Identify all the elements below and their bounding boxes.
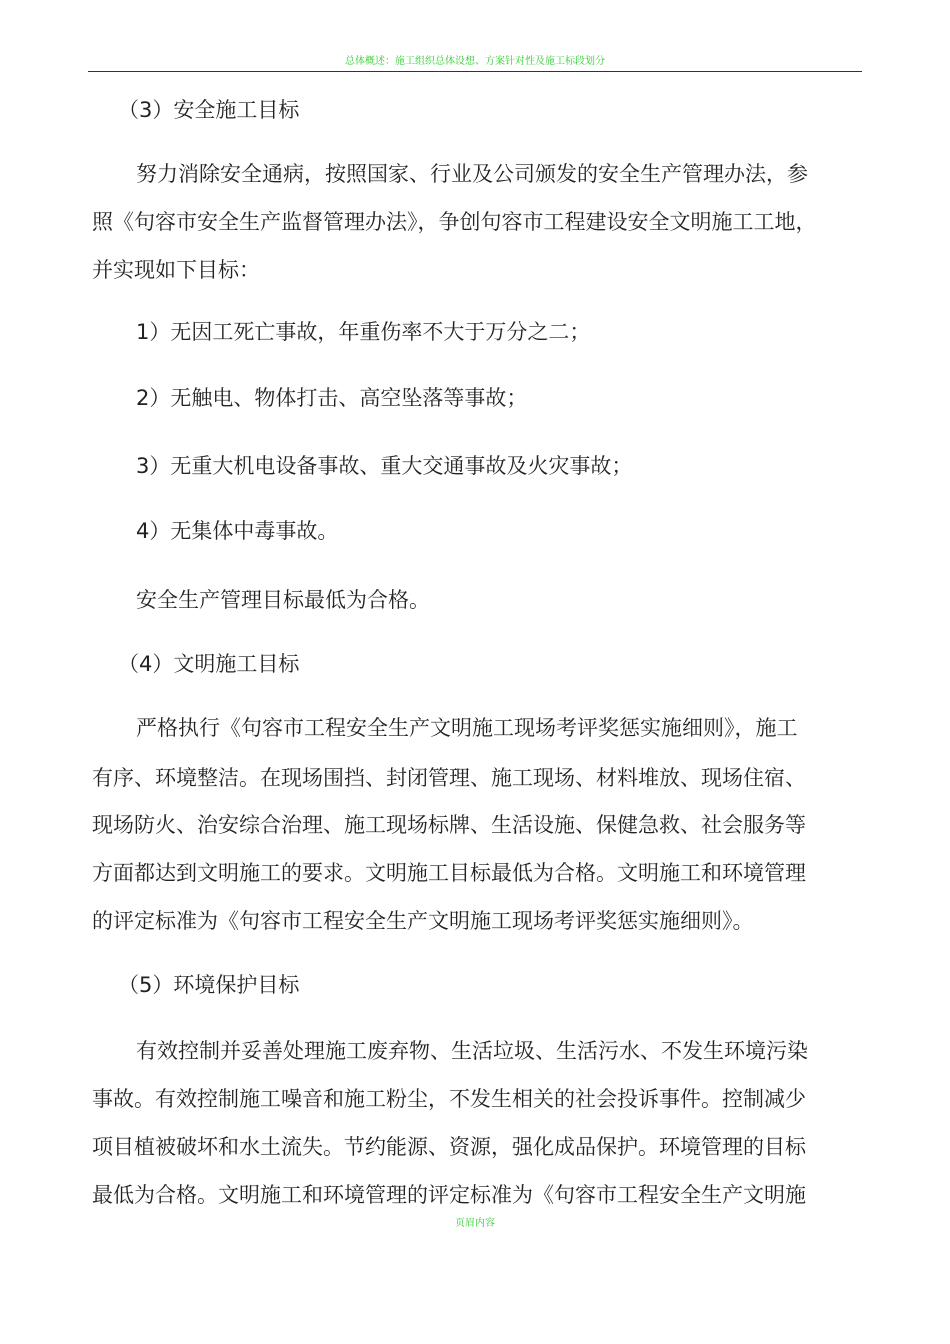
paragraph-line: 方面都达到文明施工的要求。文明施工目标最低为合格。文明施工和环境管理 [92, 861, 806, 885]
header-rule [88, 71, 862, 72]
heading-environmental-protection-goal: （5）环境保护目标 [118, 973, 300, 997]
paragraph-line: 安全生产管理目标最低为合格。 [136, 588, 430, 612]
paragraph-line: 努力消除安全通病，按照国家、行业及公司颁发的安全生产管理办法，参 [136, 162, 808, 186]
list-item: 2）无触电、物体打击、高空坠落等事故； [136, 386, 528, 410]
paragraph-line: 的评定标准为《句容市工程安全生产文明施工现场考评奖惩实施细则》。 [92, 909, 754, 933]
paragraph-line: 最低为合格。文明施工和环境管理的评定标准为《句容市工程安全生产文明施 [92, 1183, 806, 1207]
paragraph-line: 事故。有效控制施工噪音和施工粉尘，不发生相关的社会投诉事件。控制减少 [92, 1087, 806, 1111]
paragraph-line: 有序、环境整洁。在现场围挡、封闭管理、施工现场、材料堆放、现场住宿、 [92, 766, 806, 790]
paragraph-line: 严格执行《句容市工程安全生产文明施工现场考评奖惩实施细则》，施工 [136, 716, 798, 740]
paragraph-line: 项目植被破坏和水土流失。节约能源、资源，强化成品保护。环境管理的目标 [92, 1135, 806, 1159]
list-item: 1）无因工死亡事故，年重伤率不大于万分之二； [136, 320, 591, 344]
list-item: 3）无重大机电设备事故、重大交通事故及火灾事故； [136, 454, 633, 478]
list-item: 4）无集体中毒事故。 [136, 519, 339, 543]
page-header: 总体概述：施工组织总体设想、方案针对性及施工标段划分 [345, 56, 605, 67]
heading-civilized-construction-goal: （4）文明施工目标 [118, 652, 300, 676]
paragraph-line: 有效控制并妥善处理施工废弃物、生活垃圾、生活污水、不发生环境污染 [136, 1039, 808, 1063]
heading-safety-goal: （3）安全施工目标 [118, 98, 300, 122]
paragraph-line: 并实现如下目标： [92, 258, 260, 282]
paragraph-line: 照《句容市安全生产监督管理办法》，争创句容市工程建设安全文明施工工地， [92, 210, 817, 234]
paragraph-line: 现场防火、治安综合治理、施工现场标牌、生活设施、保健急救、社会服务等 [92, 813, 806, 837]
page-footer: 页眉内容 [455, 1218, 495, 1229]
